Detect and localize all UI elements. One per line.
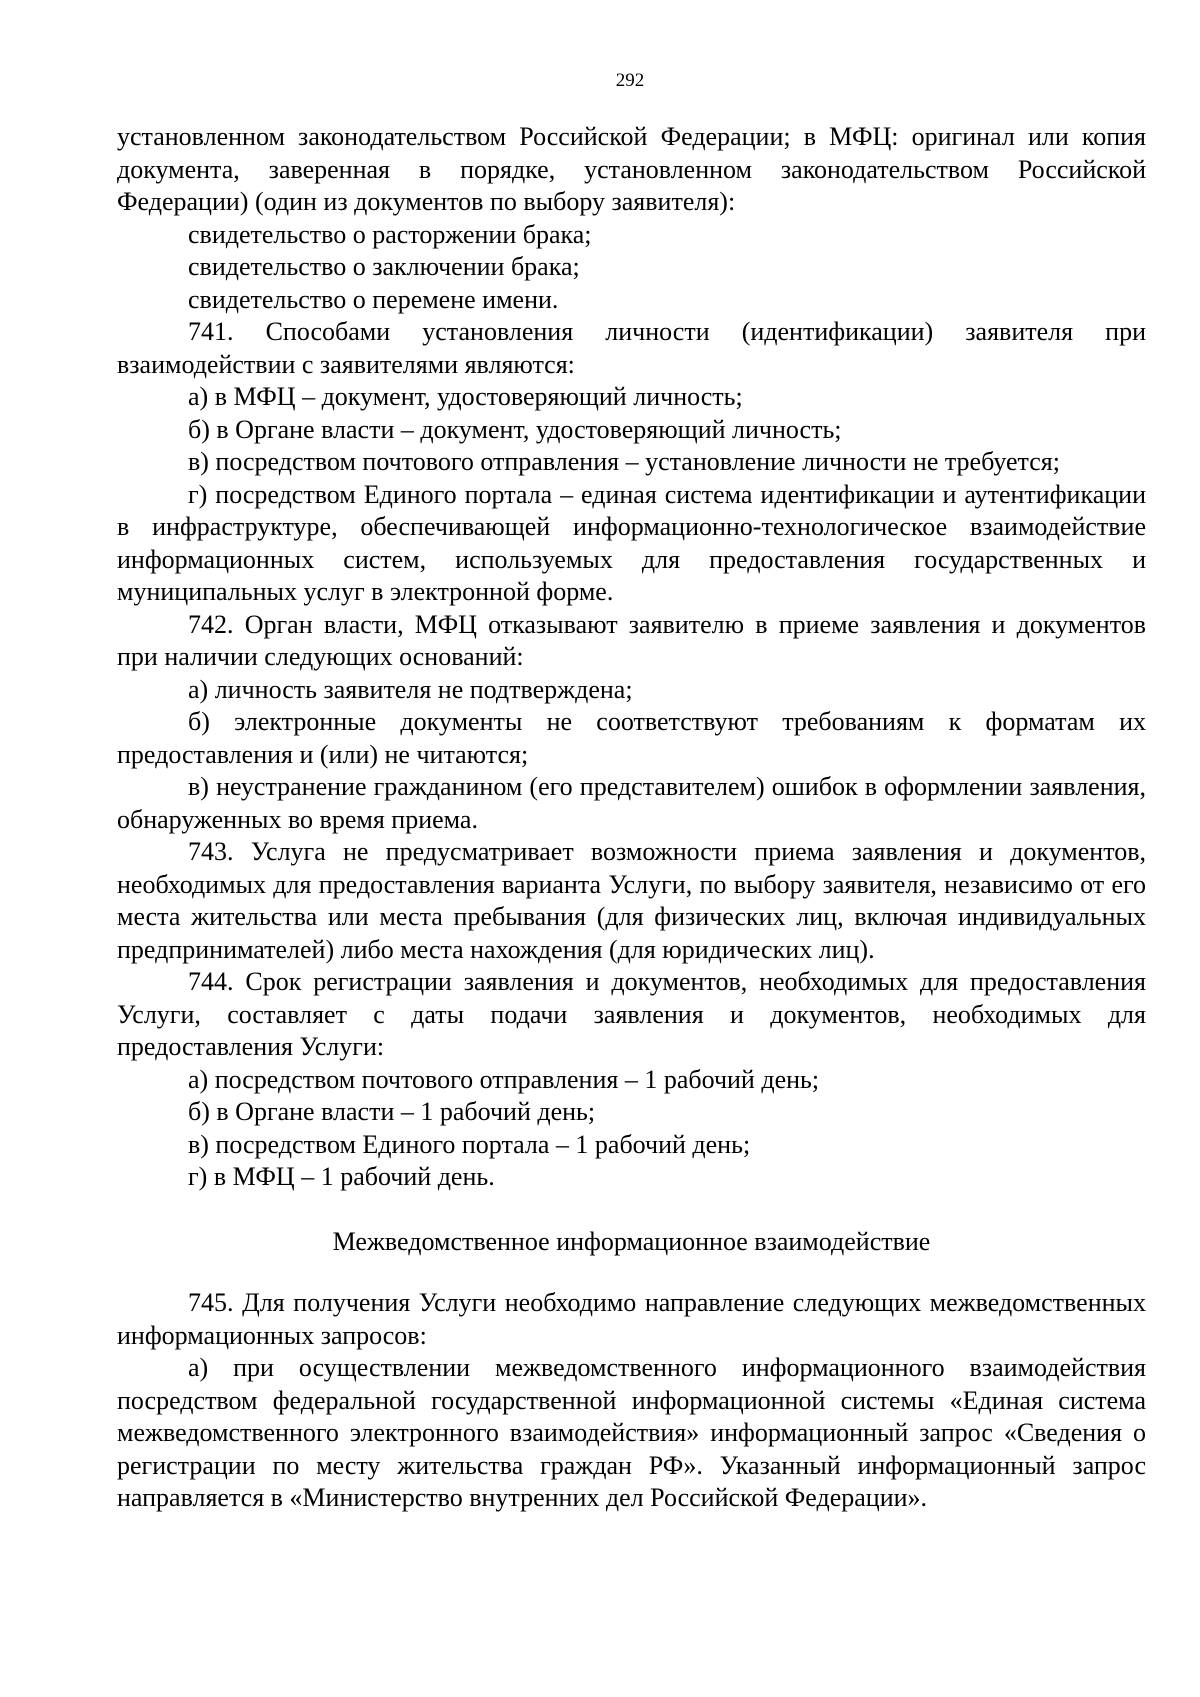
clause-742-v: в) неустранение гражданином (его представителем) ошибок в оформлении заявления, обнаруженных во время приема. (117, 772, 1146, 834)
clause-741: 741. Способами установления личности (идентификации) заявителя при взаимодействии с заявителями являются: (117, 317, 1146, 379)
clause-744-g: г) в МФЦ – 1 рабочий день. (188, 1162, 495, 1191)
clause-741-a: а) в МФЦ – документ, удостоверяющий личность; (188, 382, 743, 411)
paragraph-continuation: установленном законодательством Российской Федерации; в МФЦ: оригинал или копия документа, заверенная в порядке, установленном законодательством Российской Федерации) (один из документов по выбору заявителя): (117, 122, 1146, 216)
clause-742-b: б) электронные документы не соответствуют требованиям к форматам их предоставления и (или) не читаются; (117, 707, 1146, 769)
section-heading: Межведомственное информационное взаимодействие (332, 1226, 931, 1256)
clause-743: 743. Услуга не предусматривает возможности приема заявления и документов, необходимых для предоставления варианта Услуги, по выбору заявителя, независимо от его места жительства или места пребывания (для физических лиц, включая индивидуальных предпринимателей) либо места нахождения (для юридических лиц). (117, 837, 1146, 964)
clause-742-a: а) личность заявителя не подтверждена; (188, 674, 633, 704)
clause-741-b: б) в Органе власти – документ, удостоверяющий личность; (188, 414, 842, 444)
page-number: 292 (615, 70, 645, 91)
clause-741-g: г) посредством Единого портала – единая система идентификации и аутентификации в инфраструктуре, обеспечивающей информационно-технологическое взаимодействие информационных систем, используемых для предоставления государственных и муниципальных услуг в электронной форме. (117, 479, 1146, 606)
clause-742: 742. Орган власти, МФЦ отказывают заявителю в приеме заявления и документов при наличии следующих оснований: (117, 609, 1146, 671)
list-item-divorce-certificate: свидетельство о расторжении брака; (188, 219, 592, 249)
clause-744: 744. Срок регистрации заявления и документов, необходимых для предоставления Услуги, составляет с даты подачи заявления и документов, необходимых для предоставления Услуги: (117, 967, 1146, 1061)
document-body (117, 121, 1146, 1515)
clause-745: 745. Для получения Услуги необходимо направление следующих межведомственных информационных запросов: (117, 1288, 1146, 1350)
clause-741-v: в) посредством почтового отправления – установление личности не требуется; (188, 447, 1060, 476)
clause-744-a: а) посредством почтового отправления – 1 рабочий день; (188, 1064, 820, 1094)
list-item-name-change-certificate: свидетельство о перемене имени. (188, 284, 559, 314)
clause-744-b: б) в Органе власти – 1 рабочий день; (188, 1097, 596, 1126)
list-item-marriage-certificate: свидетельство о заключении брака; (188, 252, 580, 281)
clause-745-a: а) при осуществлении межведомственного информационного взаимодействия посредством федеральной государственной информационной системы «Единая система межведомственного электронного взаимодействия» информационный запрос «Сведения о регистрации по месту жительства граждан РФ». Указанный информационный запрос направляется в «Министерство внутренних дел Российской Федерации». (117, 1353, 1146, 1512)
clause-744-v: в) посредством Единого портала – 1 рабочий день; (188, 1129, 751, 1159)
